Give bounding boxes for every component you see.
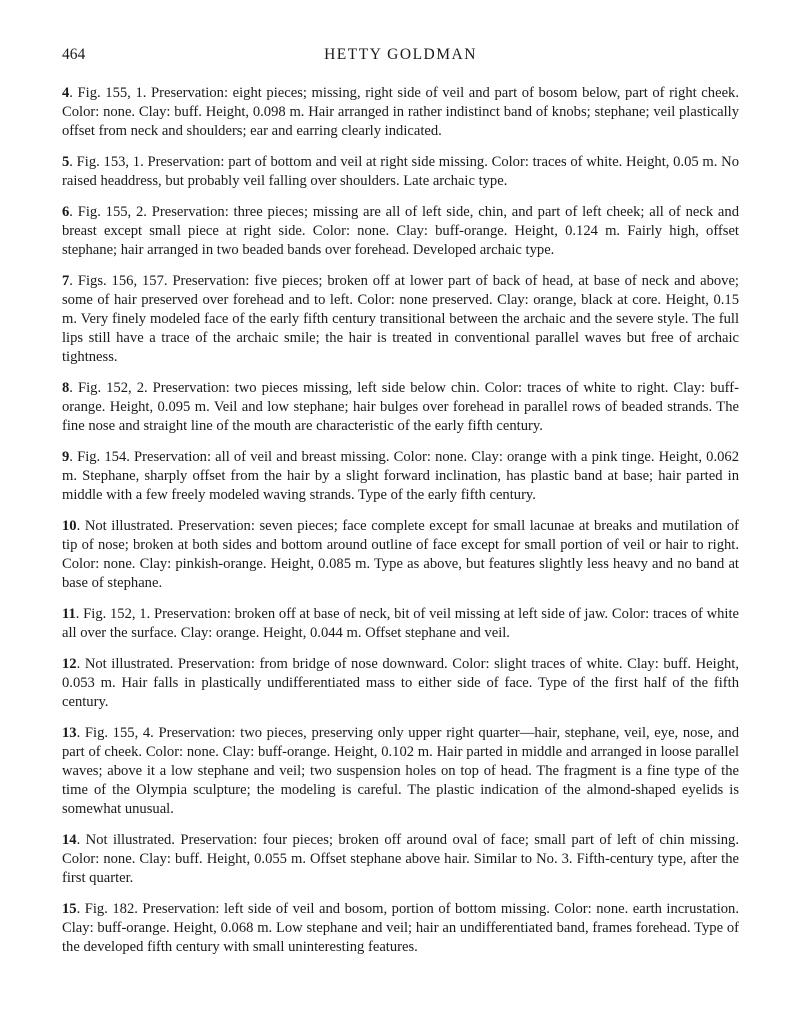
entry-text: . Fig. 182. Preservation: left side of veil and bosom, portion of bottom missing. Color: none. earth incrustation. Clay: buff-orange. Height, 0.068 m. Low stephane and veil; hair an undifferentiated band, frames forehead. Type of the developed fifth century with small uninteresting features. <box>62 901 739 955</box>
catalogue-entry <box>62 448 739 505</box>
catalogue-entry <box>62 900 739 957</box>
entry-text: . Not illustrated. Preservation: four pieces; broken off around oval of face; small part of left of chin missing. Color: none. Clay: buff. Height, 0.055 m. Offset stephane above hair. Similar to No. 3. Fifth-century type, after the first quarter. <box>62 832 739 886</box>
catalogue-entry <box>62 84 739 141</box>
entry-number: 14 <box>62 832 77 848</box>
entry-number: 9 <box>62 449 70 465</box>
entry-text: . Fig. 155, 1. Preservation: eight pieces; missing, right side of veil and part of bosom below, part of right cheek. Color: none. Clay: buff. Height, 0.098 m. Hair arranged in rather indistinct band of knobs; stephane; veil plastically offset from neck and shoulders; ear and earring clearly indicated. <box>62 85 739 139</box>
entry-number: 8 <box>62 380 70 396</box>
entry-number: 15 <box>62 901 77 917</box>
entry-number: 12 <box>62 656 77 672</box>
catalogue-entry <box>62 655 739 712</box>
entry-text: . Fig. 154. Preservation: all of veil and breast missing. Color: none. Clay: orange with a pink tinge. Height, 0.062 m. Stephane, sharply offset from the hair by a slight forward inclination, has plastic band at base; hair parted in middle with a few freely modeled waving strands. Type of the early fifth century. <box>62 449 739 503</box>
entry-text: . Not illustrated. Preservation: from bridge of nose downward. Color: slight traces of white. Clay: buff. Height, 0.053 m. Hair falls in plastically undifferentiated mass to either side of face. Type of the first half of the fifth century. <box>62 656 739 710</box>
catalogue-entry <box>62 724 739 819</box>
catalogue-entry <box>62 203 739 260</box>
entry-text: . Not illustrated. Preservation: seven pieces; face complete except for small lacunae at breaks and mutilation of tip of nose; broken at both sides and bottom around outline of face except for small portion of veil or hair to right. Color: none. Clay: pinkish-orange. Height, 0.085 m. Type as above, but features slightly less heavy and no band at base of stephane. <box>62 518 739 591</box>
catalogue-entries <box>62 84 739 969</box>
catalogue-entry <box>62 517 739 593</box>
catalogue-entry <box>62 153 739 191</box>
running-head-author: HETTY GOLDMAN <box>324 46 477 63</box>
entry-number: 13 <box>62 725 77 741</box>
entry-number: 4 <box>62 85 70 101</box>
entry-number: 10 <box>62 518 77 534</box>
running-head <box>62 46 739 66</box>
entry-text: . Fig. 153, 1. Preservation: part of bottom and veil at right side missing. Color: traces of white. Height, 0.05 m. No raised headdress, but probably veil falling over shoulders. Late archaic type. <box>62 154 739 189</box>
entry-text: . Fig. 152, 1. Preservation: broken off at base of neck, bit of veil missing at left side of jaw. Color: traces of white all over the surface. Clay: orange. Height, 0.044 m. Offset stephane and veil. <box>62 606 739 641</box>
catalogue-entry <box>62 605 739 643</box>
entry-number: 5 <box>62 154 70 170</box>
entry-number: 6 <box>62 204 70 220</box>
catalogue-entry <box>62 272 739 367</box>
entry-text: . Fig. 155, 2. Preservation: three pieces; missing are all of left side, chin, and part of left cheek; all of neck and breast except small piece at right side. Color: none. Clay: buff-orange. Height, 0.124 m. Fairly high, offset stephane; hair arranged in two beaded bands over forehead. Developed archaic type. <box>62 204 739 258</box>
page-number: 464 <box>62 46 86 63</box>
entry-text: . Fig. 152, 2. Preservation: two pieces missing, left side below chin. Color: traces of white to right. Clay: buff-orange. Height, 0.095 m. Veil and low stephane; hair bulges over forehead in parallel rows of beaded strands. The fine nose and straight line of the mouth are characteristic of the early fifth century. <box>62 380 739 434</box>
catalogue-entry <box>62 379 739 436</box>
catalogue-entry <box>62 831 739 888</box>
entry-number: 11 <box>62 606 76 622</box>
entry-text: . Figs. 156, 157. Preservation: five pieces; broken off at lower part of back of head, at base of neck and above; some of hair preserved over forehead and to left. Color: none preserved. Clay: orange, black at core. Height, 0.15 m. Very finely modeled face of the early fifth century transitional between the archaic and the severe style. The full lips still have a trace of the archaic smile; the hair is treated in conventional parallel waves but free of archaic tightness. <box>62 273 739 365</box>
entry-number: 7 <box>62 273 70 289</box>
entry-text: . Fig. 155, 4. Preservation: two pieces, preserving only upper right quarter—hair, stephane, veil, eye, nose, and part of cheek. Color: none. Clay: buff-orange. Height, 0.102 m. Hair parted in middle and arranged in loose parallel waves; above it a low stephane and veil; two suspension holes on top of head. The fragment is a fine type of the time of the Olympia sculpture; the modeling is careful. The plastic indication of the almond-shaped eyelids is somewhat unusual. <box>62 725 739 817</box>
